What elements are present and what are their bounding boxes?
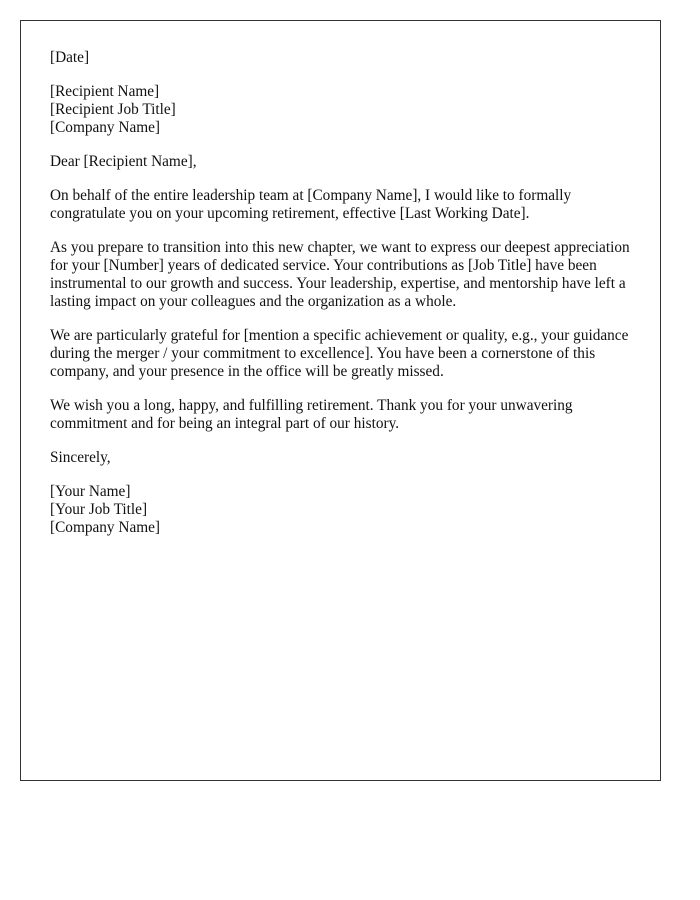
paragraph-wishes: We wish you a long, happy, and fulfilling retirement. Thank you for your unwavering commitment and for being an integral part of our history. (50, 397, 573, 432)
letter-page (20, 20, 661, 781)
signature-job-title: [Your Job Title] (50, 501, 148, 518)
recipient-company: [Company Name] (50, 119, 161, 136)
recipient-block (50, 83, 640, 137)
recipient-name: [Recipient Name] (50, 83, 160, 100)
paragraph-gratitude: We are particularly grateful for [mention a specific achievement or quality, e.g., your guidance during the merger / your commitment to excellence]. You have been a cornerstone of this company, and your presence in the office will be greatly missed. (50, 327, 629, 380)
recipient-job-title: [Recipient Job Title] (50, 101, 176, 118)
signature-block (50, 483, 640, 537)
signature-name: [Your Name] (50, 483, 131, 500)
salutation: Dear [Recipient Name], (50, 153, 197, 170)
paragraph-intro: On behalf of the entire leadership team at [Company Name], I would like to formally congratulate you on your upcoming retirement, effective [Last Working Date]. (50, 187, 572, 222)
letter-body (50, 49, 640, 553)
closing: Sincerely, (50, 449, 111, 466)
letter-date: [Date] (50, 49, 90, 66)
signature-company: [Company Name] (50, 519, 161, 536)
paragraph-appreciation: As you prepare to transition into this new chapter, we want to express our deepest appreciation for your [Number] years of dedicated service. Your contributions as [Job Title] have been instrumental to our growth and success. Your leadership, expertise, and mentorship have left a lasting impact on your colleagues and the organization as a whole. (50, 239, 630, 310)
